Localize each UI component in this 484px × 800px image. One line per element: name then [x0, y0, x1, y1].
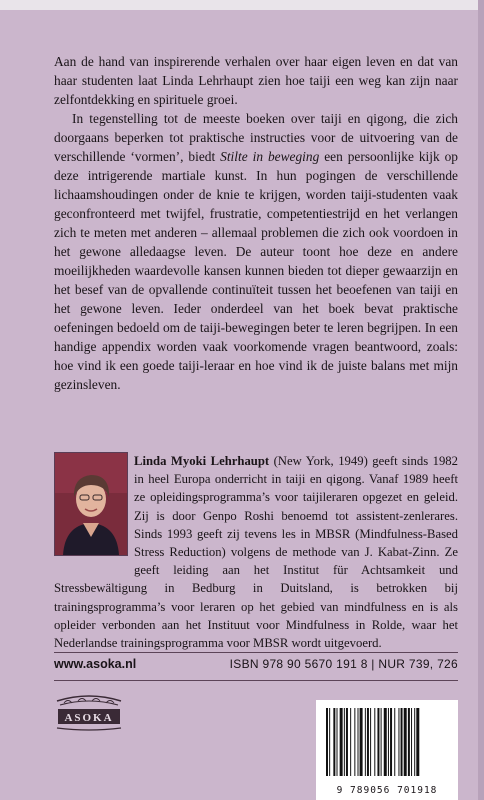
barcode-number: 9 789056 701918 [336, 785, 438, 796]
author-bio-text: (New York, 1949) geeft sinds 1982 in heel Europa onderricht in taiji en qigong. Vanaf 1989 heeft ze opleidingsprogramma’s voor taijileraren opgezet en geleid. Zij is door Genpo Roshi benoemd tot assistent-zenlerares. Sinds 1993 geeft zij tevens les in MBSR (Mindfulness-Based Stress Reduction) volgens de methode van J. Kabat-Zinn. Ze geeft leiding aan het Institut für Achtsamkeit und Stressbewältigung in Bedburg in Duitsland, is betrokken bij trainingsprogramma’s voor leraren op het gebied van mindfulness en is als opleider verbonden aan het Instituut voor Mindfulness in Rolde, waar het Nederlandse trainingsprogramma voor MBSR wordt uitgevoerd. [54, 454, 458, 651]
author-name: Linda Myoki Lehrhaupt [134, 454, 270, 468]
blurb-text [54, 52, 458, 394]
asoka-logo [54, 692, 124, 732]
blurb-paragraph-2-rest: een persoonlijke kijk op deze intrigerende martiale kunst. In hun pogingen de verschillende lichaamshoudingen onder de knie te krijgen, worden taiji-studenten vaak geconfronteerd met twijfel, frustratie, competentiestrijd en het verlangen zich te meten met anderen – allemaal problemen die zich ook voordoen in het gewone alledaagse leven. De auteur toont hoe deze en andere moeilijkheden waardevolle kansen kunnen bieden tot dieper gewaarzijn en het besef van de opvallende continuïteit tussen het beoefenen van taiji en het gewone leven. Ieder onderdeel van het boek bevat praktische oefeningen bedoeld om de taiji-bewegingen beter te leren begrijpen. In een handige appendix worden vaak voorkomende vragen beantwoord, zoals: hoe vind ik een goede taiji-leraar en hoe vind ik de juiste balans met mijn gezinsleven. [54, 149, 459, 392]
divider-bottom [54, 680, 458, 681]
publisher-website: www.asoka.nl [54, 657, 137, 671]
author-bio [54, 452, 458, 652]
blurb-paragraph-1: Aan de hand van inspirerende verhalen over haar eigen leven en dat van haar studenten laat Linda Lehrhaupt zien hoe taiji een weg kan zijn naar zelfontdekking en spirituele groei. [54, 54, 458, 107]
divider-top [54, 652, 458, 653]
book-title: Stilte in beweging [220, 149, 320, 164]
top-edge [0, 0, 484, 10]
barcode [316, 700, 458, 800]
blurb-paragraph-2-start: In tegenstelling tot de meeste boeken over taiji en qigong, die zich doorgaans beperken tot praktische instructies voor de uitvoering van de verschillende ‘vormen’, biedt [54, 111, 458, 164]
right-edge [478, 0, 484, 800]
blurb-paragraph-2 [54, 109, 458, 394]
svg-text:ASOKA: ASOKA [64, 712, 114, 724]
isbn-nur: ISBN 978 90 5670 191 8 | NUR 739, 726 [229, 657, 458, 671]
